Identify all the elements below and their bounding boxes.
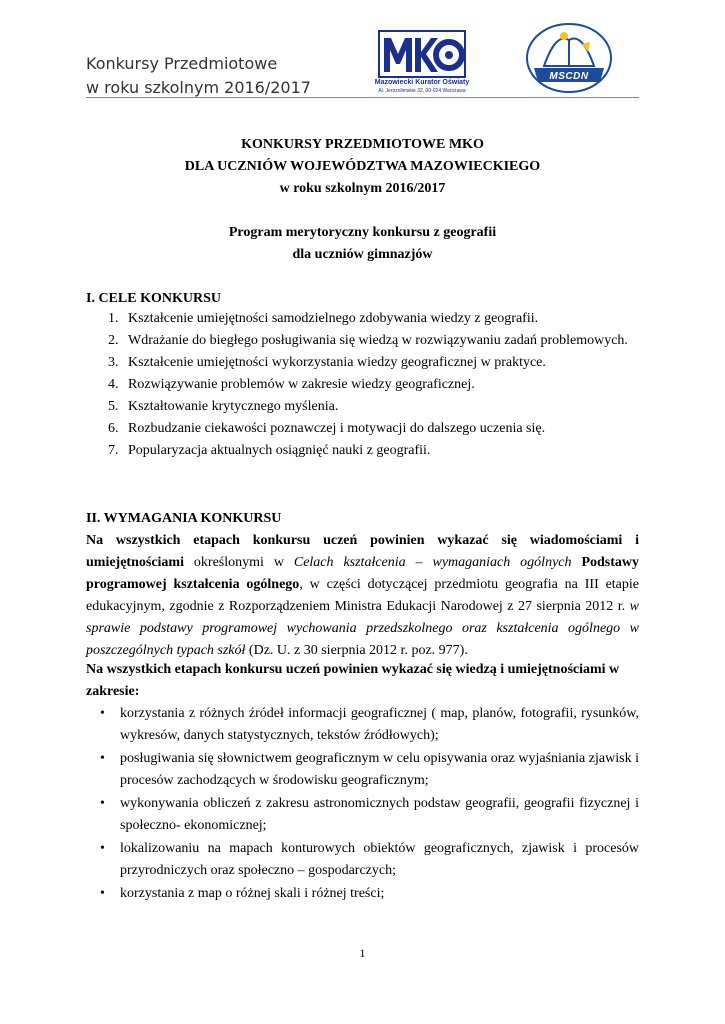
requirements-text-2: [572, 555, 582, 570]
document-title: [86, 134, 639, 200]
goal-number: 7.: [108, 443, 119, 458]
skill-text: korzystania z różnych źródeł informacji geograficznej ( map, planów, fotografii, rysunków, wykresów, danych statystycznych, tekstów źródłowych);: [120, 706, 639, 743]
goal-text: Kształcenie umiejętności samodzielnego zdobywania wiedzy z geografii.: [128, 311, 539, 326]
goals-list: [86, 308, 639, 462]
skill-item: [86, 883, 639, 905]
document-subtitle: [86, 222, 639, 266]
goal-number: 1.: [108, 311, 119, 326]
section1-heading: I. CELE KONKURSU: [86, 291, 221, 306]
goal-item: [86, 352, 639, 374]
goal-text: Popularyzacja aktualnych osiągnięć nauki z geografii.: [128, 443, 431, 458]
skills-list: [86, 703, 639, 906]
skill-text: lokalizowaniu na mapach konturowych obiektów geograficznych, zjawisk i procesów przyrodniczych oraz społeczno – gospodarczych;: [120, 841, 639, 878]
skill-item: [86, 703, 639, 747]
header-divider: [86, 97, 639, 98]
mko-logo: [372, 26, 472, 96]
mko-logo-name: Mazowiecki Kurator Oświaty: [374, 79, 470, 86]
header-title: [86, 52, 366, 100]
goal-number: 6.: [108, 421, 119, 436]
document-title-line1: KONKURSY PRZEDMIOTOWE MKO: [241, 137, 484, 152]
requirements-text-1: określonymi w: [183, 555, 294, 570]
document-subtitle-line1: Program merytoryczny konkursu z geografii: [228, 225, 497, 240]
skill-text: korzystania z map o różnej skali i różnej treści;: [120, 886, 385, 901]
requirements-italic-2: w sprawie podstawy programowej wychowania przedszkolnego oraz kształcenia ogólnego w poszczególnych typach szkół: [86, 599, 639, 658]
skill-item: [86, 748, 639, 792]
goal-text: Kształcenie umiejętności wykorzystania wiedzy geograficznej w praktyce.: [128, 355, 546, 370]
bullet-icon: •: [100, 706, 105, 721]
bullet-icon: •: [100, 796, 105, 811]
goal-item: [86, 308, 639, 330]
skill-item: [86, 838, 639, 882]
goal-item: [86, 374, 639, 396]
skill-item: [86, 793, 639, 837]
document-subtitle-line2: dla uczniów gimnazjów: [292, 247, 433, 262]
header-title-line2: w roku szkolnym 2016/2017: [86, 78, 311, 97]
bullet-icon: •: [100, 886, 105, 901]
goal-text: Kształtowanie krytycznego myślenia.: [128, 399, 339, 414]
goal-item: [86, 418, 639, 440]
goal-text: Wdrażanie do biegłego posługiwania się wiedzą w rozwiązywaniu zadań problemowych.: [128, 333, 628, 348]
mko-logo-address: Al. Jerozolimskie 32, 00-024 Warszawa: [378, 88, 466, 94]
goal-text: Rozbudzanie ciekawości poznawczej i motywacji do dalszego uczenia się.: [128, 421, 546, 436]
requirements-text-4: (Dz. U. z 30 sierpnia 2012 r. poz. 977).: [245, 643, 468, 658]
document-title-line2: DLA UCZNIÓW WOJEWÓDZTWA MAZOWIECKIEGO: [184, 159, 541, 174]
skills-intro: Na wszystkich etapach konkursu uczeń powinien wykazać się wiedzą i umiejętnościami w zakresie:: [86, 662, 620, 699]
requirements-bold-1: Na wszystkich etapach konkursu uczeń powinien wykazać się wiadomościami i umiejętnościami: [86, 533, 639, 570]
document-title-line3: w roku szkolnym 2016/2017: [279, 181, 446, 196]
requirements-text-3: , w części dotyczącej przedmiotu geografia na III etapie edukacyjnym, zgodnie z Rozporządzeniem Ministra Edukacji Narodowej z 27 sierpnia 2012 r.: [86, 577, 640, 614]
header-title-line1: Konkursy Przedmiotowe: [86, 54, 278, 73]
mko-logo-mark: [378, 30, 466, 78]
goal-number: 2.: [108, 333, 119, 348]
section2-heading: II. WYMAGANIA KONKURSU: [86, 511, 282, 526]
requirements-italic-1: Celach kształcenia – wymaganiach ogólnych: [293, 555, 572, 570]
skill-text: posługiwania się słownictwem geograficznym w celu opisywania oraz wyjaśniania zjawisk i procesów zachodzących w środowisku geograficznym;: [120, 751, 639, 788]
bullet-icon: •: [100, 841, 105, 856]
mscdn-logo: [524, 22, 614, 96]
goal-item: [86, 440, 639, 462]
goal-number: 3.: [108, 355, 119, 370]
skill-text: wykonywania obliczeń z zakresu astronomicznych podstaw geografii, geografii fizycznej i społeczno- ekonomicznej;: [120, 796, 639, 833]
requirements-paragraph: [86, 530, 639, 662]
goal-item: [86, 396, 639, 418]
bullet-icon: •: [100, 751, 105, 766]
goal-number: 4.: [108, 377, 119, 392]
mscdn-logo-mark: [524, 22, 614, 96]
goal-item: [86, 330, 639, 352]
goal-text: Rozwiązywanie problemów w zakresie wiedzy geograficznej.: [128, 377, 475, 392]
requirements-bold-2: Podstawy programowej kształcenia ogólnego: [86, 555, 639, 592]
mscdn-logo-text: MSCDN: [549, 71, 589, 82]
goal-number: 5.: [108, 399, 119, 414]
page-number: 1: [359, 946, 366, 960]
